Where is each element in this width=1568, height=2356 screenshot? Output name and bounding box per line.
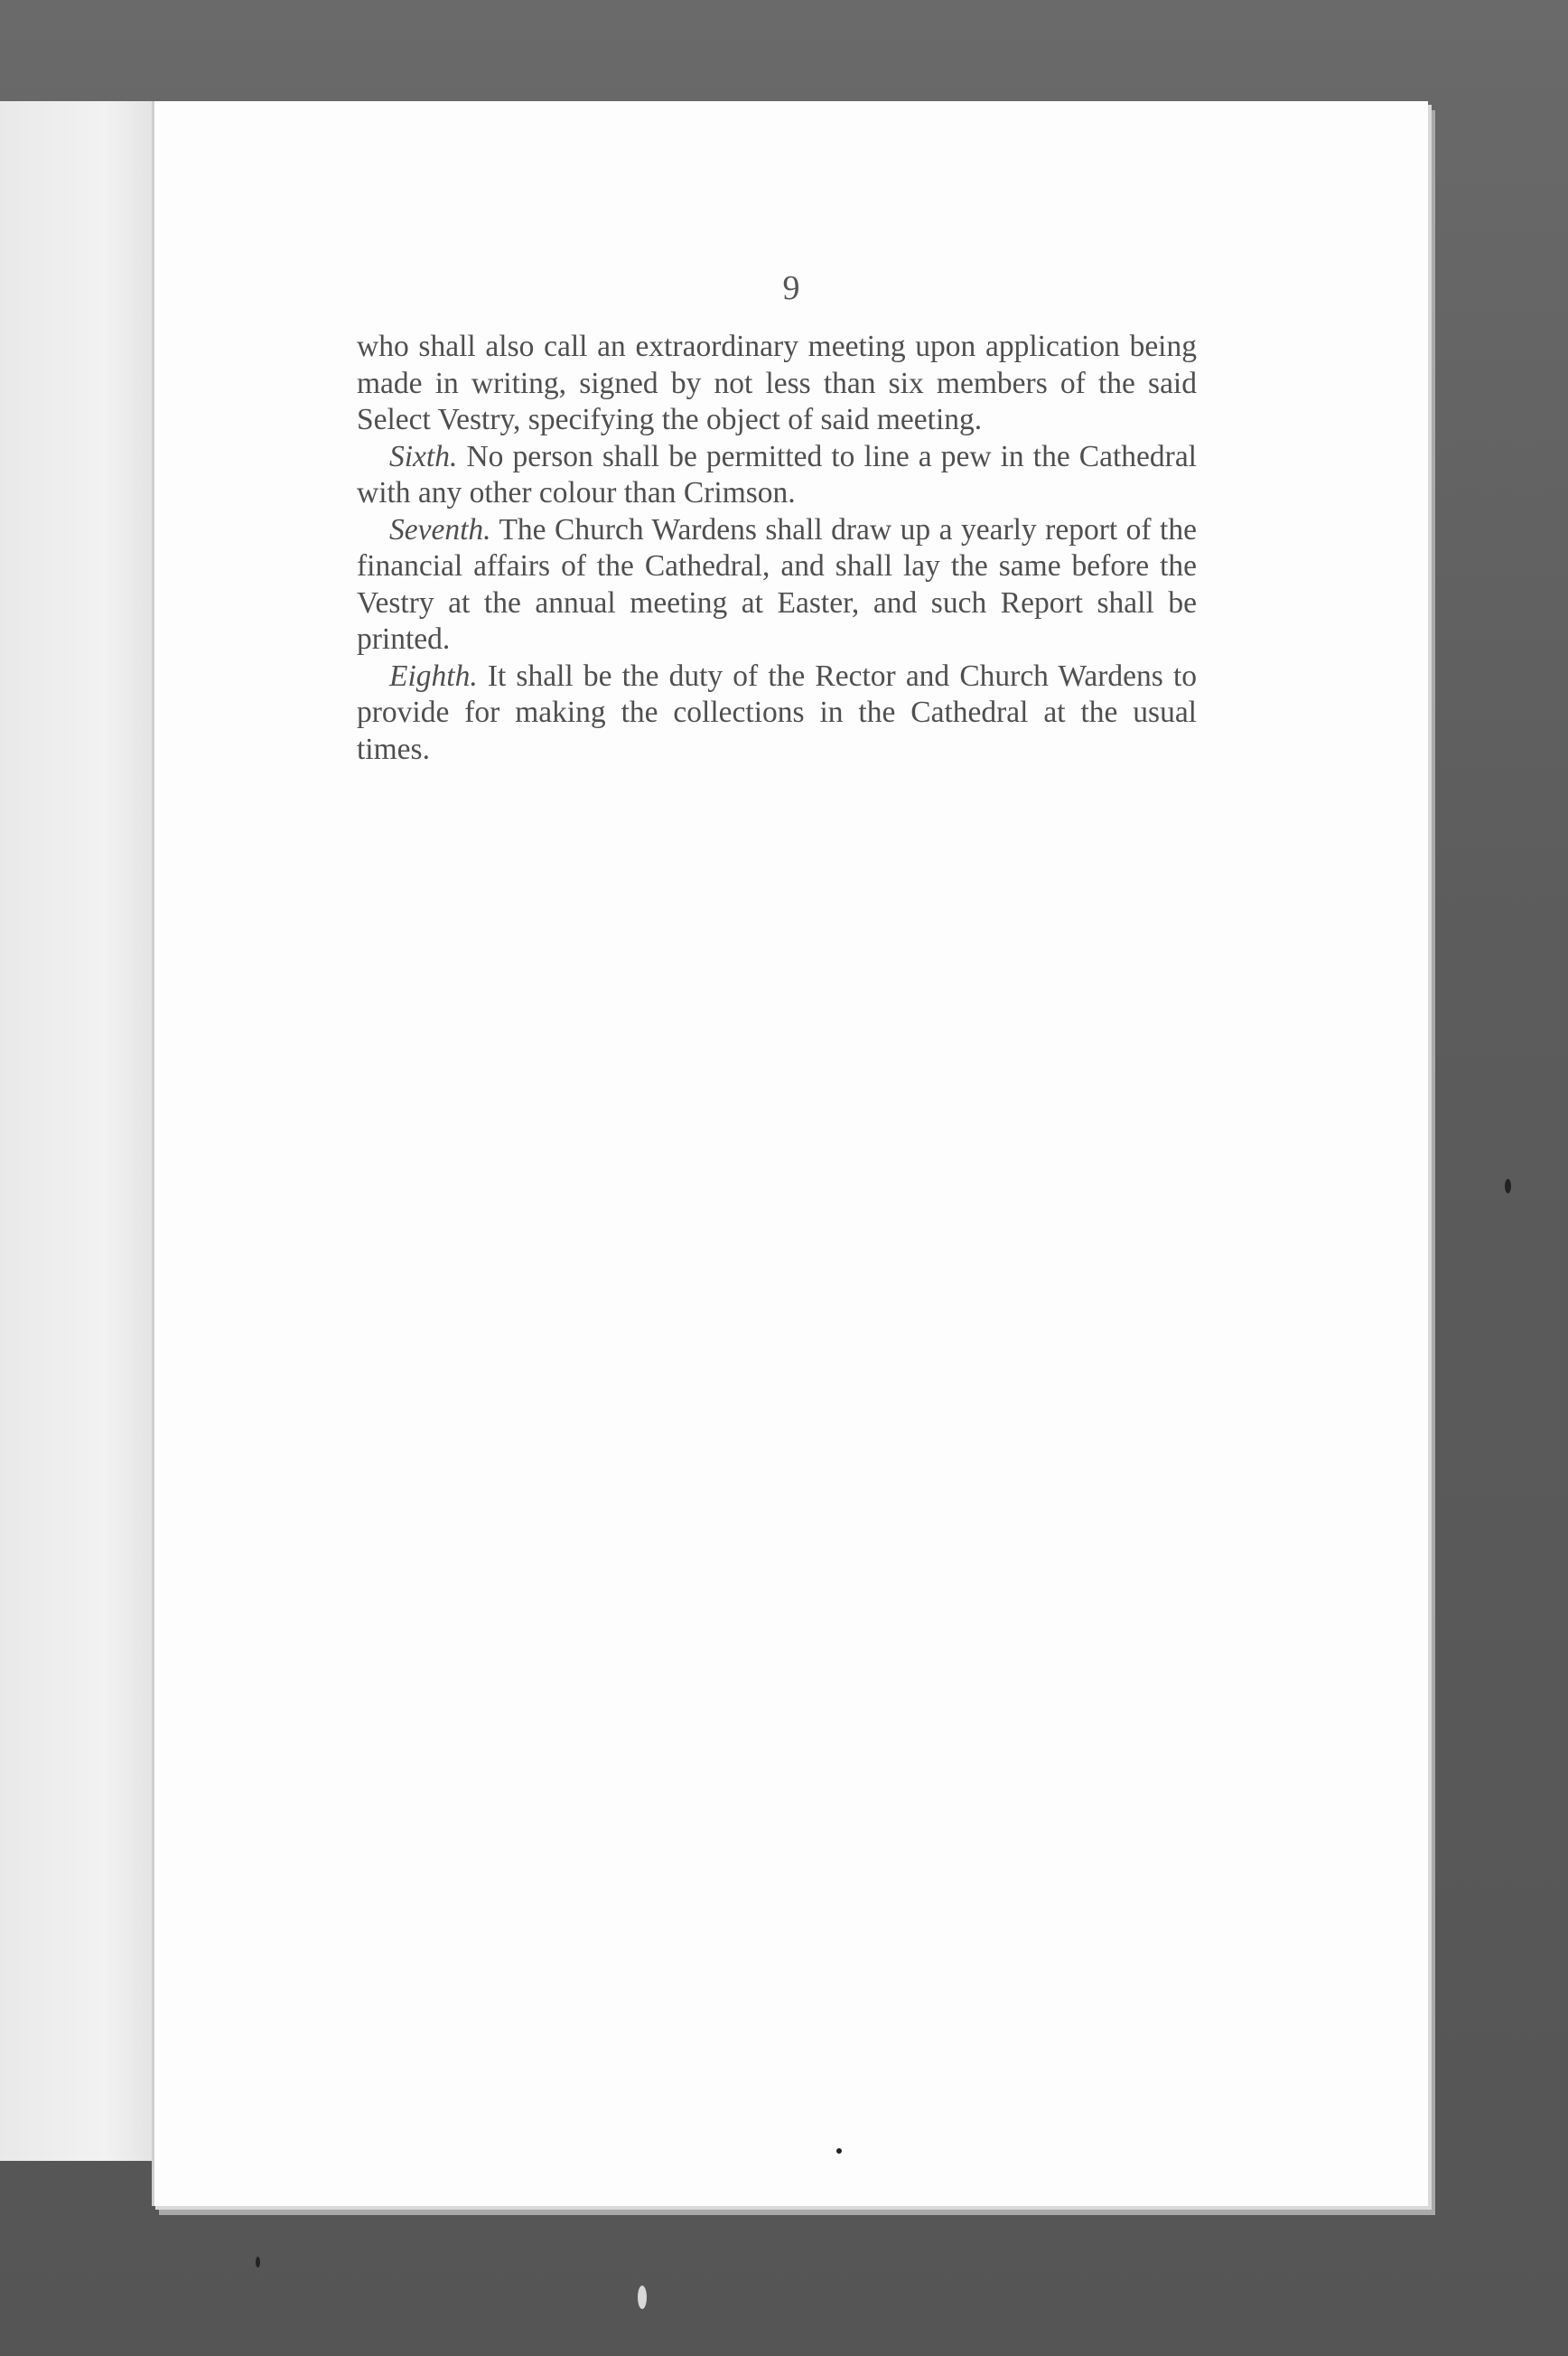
paragraph-eighth <box>357 659 1197 769</box>
page-number: 9 <box>782 269 800 307</box>
book-page <box>152 101 1428 2206</box>
paragraph-lead: Seventh. <box>389 512 491 547</box>
paragraph-lead: Sixth. <box>389 439 458 473</box>
paragraph-lead: Eighth. <box>389 659 478 693</box>
paragraph-text: The Church Wardens shall draw up a yearly report of the financial affairs of the Cathedral, and shall lay the same before the Vestry at the annual meeting at Easter, and such Report shall be printed. <box>357 512 1197 656</box>
paragraph-text: who shall also call an extraordinary meeting upon application being made in writing, signed by not less than six members of the said Select Vestry, specifying the object of said meeting. <box>357 330 1197 436</box>
scan-speck <box>1505 1179 1511 1193</box>
scan-speck <box>256 2257 260 2267</box>
body-text <box>357 329 1197 768</box>
scan-speck <box>836 2148 842 2154</box>
paragraph-continuation <box>357 329 1197 439</box>
paragraph-sixth <box>357 439 1197 512</box>
scan-speck <box>638 2286 647 2309</box>
paragraph-text: It shall be the duty of the Rector and Church Wardens to provide for making the collections in the Cathedral at the usual times. <box>357 659 1198 766</box>
facing-page-edge <box>0 101 154 2161</box>
paragraph-seventh <box>357 512 1197 659</box>
paragraph-text: No person shall be permitted to line a pew in the Cathedral with any other colour than Crimson. <box>357 439 1197 510</box>
